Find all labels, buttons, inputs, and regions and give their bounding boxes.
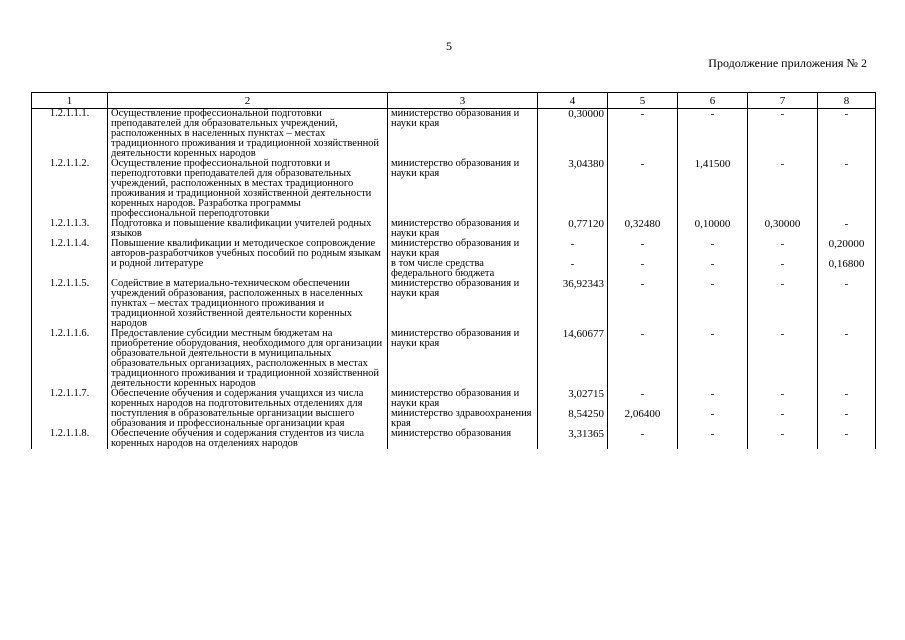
row-code: 1.2.1.1.1. bbox=[32, 109, 108, 160]
row-value: - bbox=[538, 259, 608, 279]
page-number: 5 bbox=[446, 39, 452, 53]
column-header: 7 bbox=[748, 93, 818, 109]
column-header: 6 bbox=[678, 93, 748, 109]
row-code: 1.2.1.1.4. bbox=[32, 239, 108, 279]
program-table bbox=[31, 92, 876, 449]
continuation-caption: Продолжение приложения № 2 bbox=[708, 56, 867, 70]
row-description: Подготовка и повышение квалификации учителей родных языков bbox=[108, 219, 388, 239]
row-executor: министерство образования и науки края bbox=[388, 109, 538, 160]
row-value: - bbox=[748, 429, 818, 449]
row-value: 2,06400 bbox=[608, 409, 678, 429]
row-description: Осуществление профессиональной подготовки и переподготовки преподавателей для образовательных учреждений, расположенных в местах традиционного проживания и традиционной хозяйственной деятельности коренных народов. Разработка программы профессиональной переподготовки bbox=[108, 159, 388, 219]
row-executor: министерство образования и науки края bbox=[388, 329, 538, 389]
row-value: - bbox=[678, 389, 748, 409]
row-executor: министерство образования и науки края bbox=[388, 389, 538, 409]
row-executor: в том числе средства федерального бюджета bbox=[388, 259, 538, 279]
row-value: 0,30000 bbox=[538, 109, 608, 160]
row-value: - bbox=[748, 109, 818, 160]
row-value: - bbox=[538, 239, 608, 259]
row-value: - bbox=[678, 409, 748, 429]
column-header: 5 bbox=[608, 93, 678, 109]
column-header: 8 bbox=[818, 93, 876, 109]
row-executor: министерство образования и науки края bbox=[388, 159, 538, 219]
table-body bbox=[32, 109, 876, 450]
row-description: Повышение квалификации и методическое сопровождение авторов-разработчиков учебных пособий по родным языкам и родной литературе bbox=[108, 239, 388, 279]
row-value: - bbox=[748, 329, 818, 389]
row-value: 0,10000 bbox=[678, 219, 748, 239]
row-value: 14,60677 bbox=[538, 329, 608, 389]
row-executor: министерство образования и науки края bbox=[388, 239, 538, 259]
table-row bbox=[32, 329, 876, 389]
row-description: Содействие в материально-техническом обеспечении учреждений образования, расположенных в населенных пунктах – местах традиционного проживания и традиционной хозяйственной деятельности коренных народов bbox=[108, 279, 388, 329]
row-value: - bbox=[818, 429, 876, 449]
row-value: 0,30000 bbox=[748, 219, 818, 239]
row-executor: министерство образования и науки края bbox=[388, 279, 538, 329]
row-value: - bbox=[748, 279, 818, 329]
row-value: 3,02715 bbox=[538, 389, 608, 409]
row-code: 1.2.1.1.5. bbox=[32, 279, 108, 329]
table-header-row bbox=[32, 93, 876, 109]
row-value: - bbox=[608, 239, 678, 259]
table-row bbox=[32, 389, 876, 409]
row-value: - bbox=[608, 429, 678, 449]
row-value: 0,16800 bbox=[818, 259, 876, 279]
table-row bbox=[32, 279, 876, 329]
row-value: 3,04380 bbox=[538, 159, 608, 219]
row-value: - bbox=[678, 109, 748, 160]
row-value: 3,31365 bbox=[538, 429, 608, 449]
row-value: - bbox=[818, 219, 876, 239]
row-executor: министерство здравоохранения края bbox=[388, 409, 538, 429]
row-value: - bbox=[608, 109, 678, 160]
table-row bbox=[32, 219, 876, 239]
row-value: - bbox=[678, 329, 748, 389]
column-header: 4 bbox=[538, 93, 608, 109]
row-value: 0,32480 bbox=[608, 219, 678, 239]
row-value: - bbox=[608, 279, 678, 329]
row-value: 0,77120 bbox=[538, 219, 608, 239]
row-value: - bbox=[608, 389, 678, 409]
row-code: 1.2.1.1.8. bbox=[32, 429, 108, 449]
row-executor: министерство образования bbox=[388, 429, 538, 449]
row-value: 36,92343 bbox=[538, 279, 608, 329]
table-row bbox=[32, 159, 876, 219]
row-value: - bbox=[818, 329, 876, 389]
row-code: 1.2.1.1.2. bbox=[32, 159, 108, 219]
table-row bbox=[32, 239, 876, 259]
row-executor: министерство образования и науки края bbox=[388, 219, 538, 239]
row-value: - bbox=[818, 279, 876, 329]
column-header: 2 bbox=[108, 93, 388, 109]
row-description: Осуществление профессиональной подготовки преподавателей для образовательных учреждений, расположенных в населенных пунктах – местах традиционного проживания и традиционной хозяйственной деятельности коренных народов bbox=[108, 109, 388, 160]
row-value: - bbox=[818, 159, 876, 219]
row-value: - bbox=[748, 159, 818, 219]
row-value: - bbox=[678, 239, 748, 259]
row-value: - bbox=[608, 159, 678, 219]
row-code: 1.2.1.1.7. bbox=[32, 389, 108, 429]
row-value: - bbox=[678, 279, 748, 329]
row-value: - bbox=[818, 389, 876, 409]
row-value: - bbox=[748, 409, 818, 429]
row-code: 1.2.1.1.6. bbox=[32, 329, 108, 389]
row-value: - bbox=[818, 109, 876, 160]
row-value: - bbox=[748, 259, 818, 279]
row-value: - bbox=[678, 429, 748, 449]
row-value: - bbox=[678, 259, 748, 279]
row-value: - bbox=[608, 259, 678, 279]
row-value: 8,54250 bbox=[538, 409, 608, 429]
row-value: 0,20000 bbox=[818, 239, 876, 259]
row-value: - bbox=[748, 239, 818, 259]
column-header: 3 bbox=[388, 93, 538, 109]
row-value: 1,41500 bbox=[678, 159, 748, 219]
row-description: Предоставление субсидии местным бюджетам на приобретение оборудования, необходимого для организации образовательной деятельности в муниципальных образовательных организациях, расположенных в местах традиционного проживания и традиционной хозяйственной деятельности коренных народов bbox=[108, 329, 388, 389]
row-value: - bbox=[608, 329, 678, 389]
table-row bbox=[32, 429, 876, 449]
table-row bbox=[32, 109, 876, 160]
row-value: - bbox=[818, 409, 876, 429]
column-header: 1 bbox=[32, 93, 108, 109]
row-description: Обеспечение обучения и содержания студентов из числа коренных народов на отделениях народов bbox=[108, 429, 388, 449]
row-code: 1.2.1.1.3. bbox=[32, 219, 108, 239]
row-value: - bbox=[748, 389, 818, 409]
row-description: Обеспечение обучения и содержания учащихся из числа коренных народов на подготовительных отделениях для поступления в образовательные организации высшего образования и профессиональные организации края bbox=[108, 389, 388, 429]
